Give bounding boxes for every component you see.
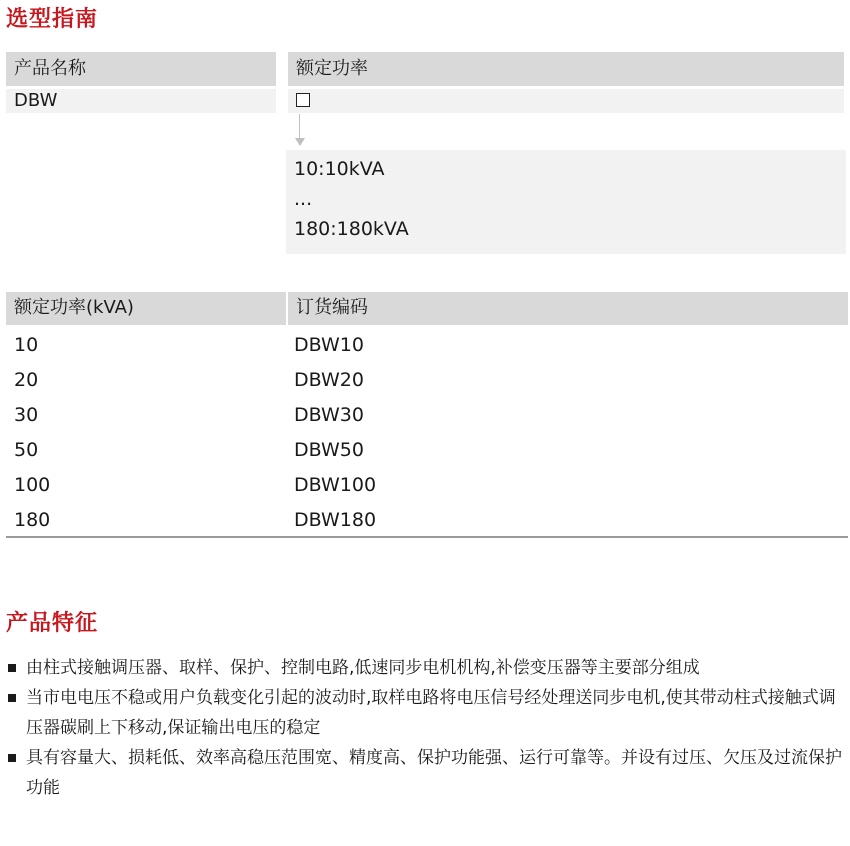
features-title: 产品特征 xyxy=(6,611,99,636)
code-cell: DBW180 xyxy=(294,509,377,531)
table-row xyxy=(6,468,848,502)
table-row xyxy=(6,433,848,467)
code-cell: DBW50 xyxy=(294,439,364,461)
power-cell: 30 xyxy=(14,404,39,426)
power-cell: 20 xyxy=(14,369,39,391)
table-row xyxy=(6,398,848,432)
feature-text: 具有容量大、损耗低、效率高稳压范围宽、精度高、保护功能强、运行可靠等。并设有过压、欠压及过流保护功能 xyxy=(26,748,842,798)
rated-power-options xyxy=(286,150,846,254)
power-cell: 10 xyxy=(14,334,39,356)
option-item: ... xyxy=(294,188,313,210)
rated-power-cell xyxy=(288,89,844,113)
down-arrow-icon xyxy=(295,138,305,146)
order-table-header-power xyxy=(6,292,286,325)
square-bullet-icon xyxy=(8,664,16,672)
feature-item xyxy=(6,683,848,743)
square-bullet-icon xyxy=(8,754,16,762)
table-row xyxy=(6,363,848,397)
table-bottom-rule xyxy=(6,536,848,538)
code-placeholder-box xyxy=(296,93,310,107)
feature-text: 由柱式接触调压器、取样、保护、控制电路,低速同步电机机构,补偿变压器等主要部分组成 xyxy=(26,658,700,678)
feature-item xyxy=(6,743,848,803)
order-header-label: 额定功率(kVA) xyxy=(14,297,134,318)
square-bullet-icon xyxy=(8,694,16,702)
code-cell: DBW100 xyxy=(294,474,377,496)
order-header-label: 订货编码 xyxy=(296,297,368,318)
option-item: 10:10kVA xyxy=(294,158,385,180)
feature-item xyxy=(6,653,848,683)
table-row xyxy=(6,328,848,362)
power-cell: 180 xyxy=(14,509,51,531)
code-cell: DBW30 xyxy=(294,404,364,426)
product-name-header-label: 产品名称 xyxy=(14,58,86,79)
rated-power-header-label: 额定功率 xyxy=(296,58,368,79)
table-row xyxy=(6,503,848,537)
feature-text: 当市电电压不稳或用户负载变化引起的波动时,取样电路将电压信号经处理送同步电机,使其带动柱式接触式调压器碳刷上下移动,保证输出电压的稳定 xyxy=(26,688,836,738)
power-cell: 100 xyxy=(14,474,51,496)
product-name-value: DBW xyxy=(14,90,58,111)
selection-guide-title: 选型指南 xyxy=(6,7,99,32)
product-name-cell xyxy=(6,89,276,113)
option-item: 180:180kVA xyxy=(294,218,409,240)
power-cell: 50 xyxy=(14,439,39,461)
rated-power-header xyxy=(288,52,844,86)
code-cell: DBW20 xyxy=(294,369,364,391)
code-cell: DBW10 xyxy=(294,334,364,356)
product-name-header xyxy=(6,52,276,86)
order-table-header-code xyxy=(288,292,848,325)
